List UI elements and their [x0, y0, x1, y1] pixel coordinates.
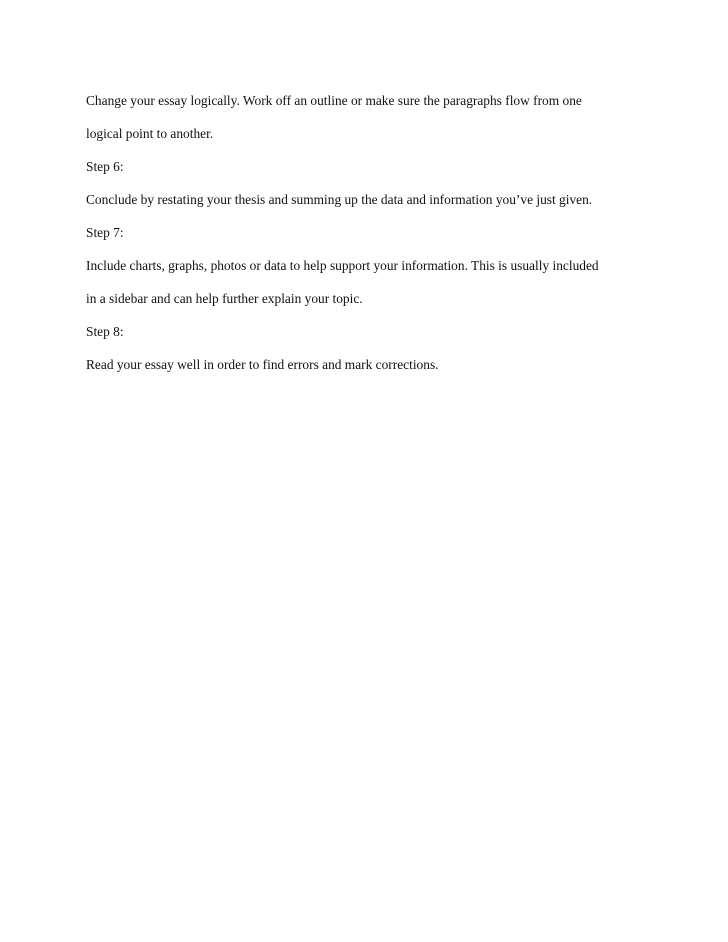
step-heading: Step 8:	[86, 324, 124, 339]
paragraph-line: in a sidebar and can help further explain your topic.	[86, 291, 363, 306]
step-heading: Step 7:	[86, 225, 124, 240]
document-body	[86, 84, 656, 381]
paragraph-line: Include charts, graphs, photos or data to help support your information. This is usually included	[86, 258, 599, 273]
step-heading: Step 6:	[86, 159, 124, 174]
paragraph-line: Change your essay logically. Work off an outline or make sure the paragraphs flow from one	[86, 93, 582, 108]
paragraph-line: Conclude by restating your thesis and summing up the data and information you’ve just given.	[86, 192, 593, 207]
paragraph-line: logical point to another.	[86, 126, 214, 141]
paragraph-line: Read your essay well in order to find errors and mark corrections.	[86, 357, 439, 372]
